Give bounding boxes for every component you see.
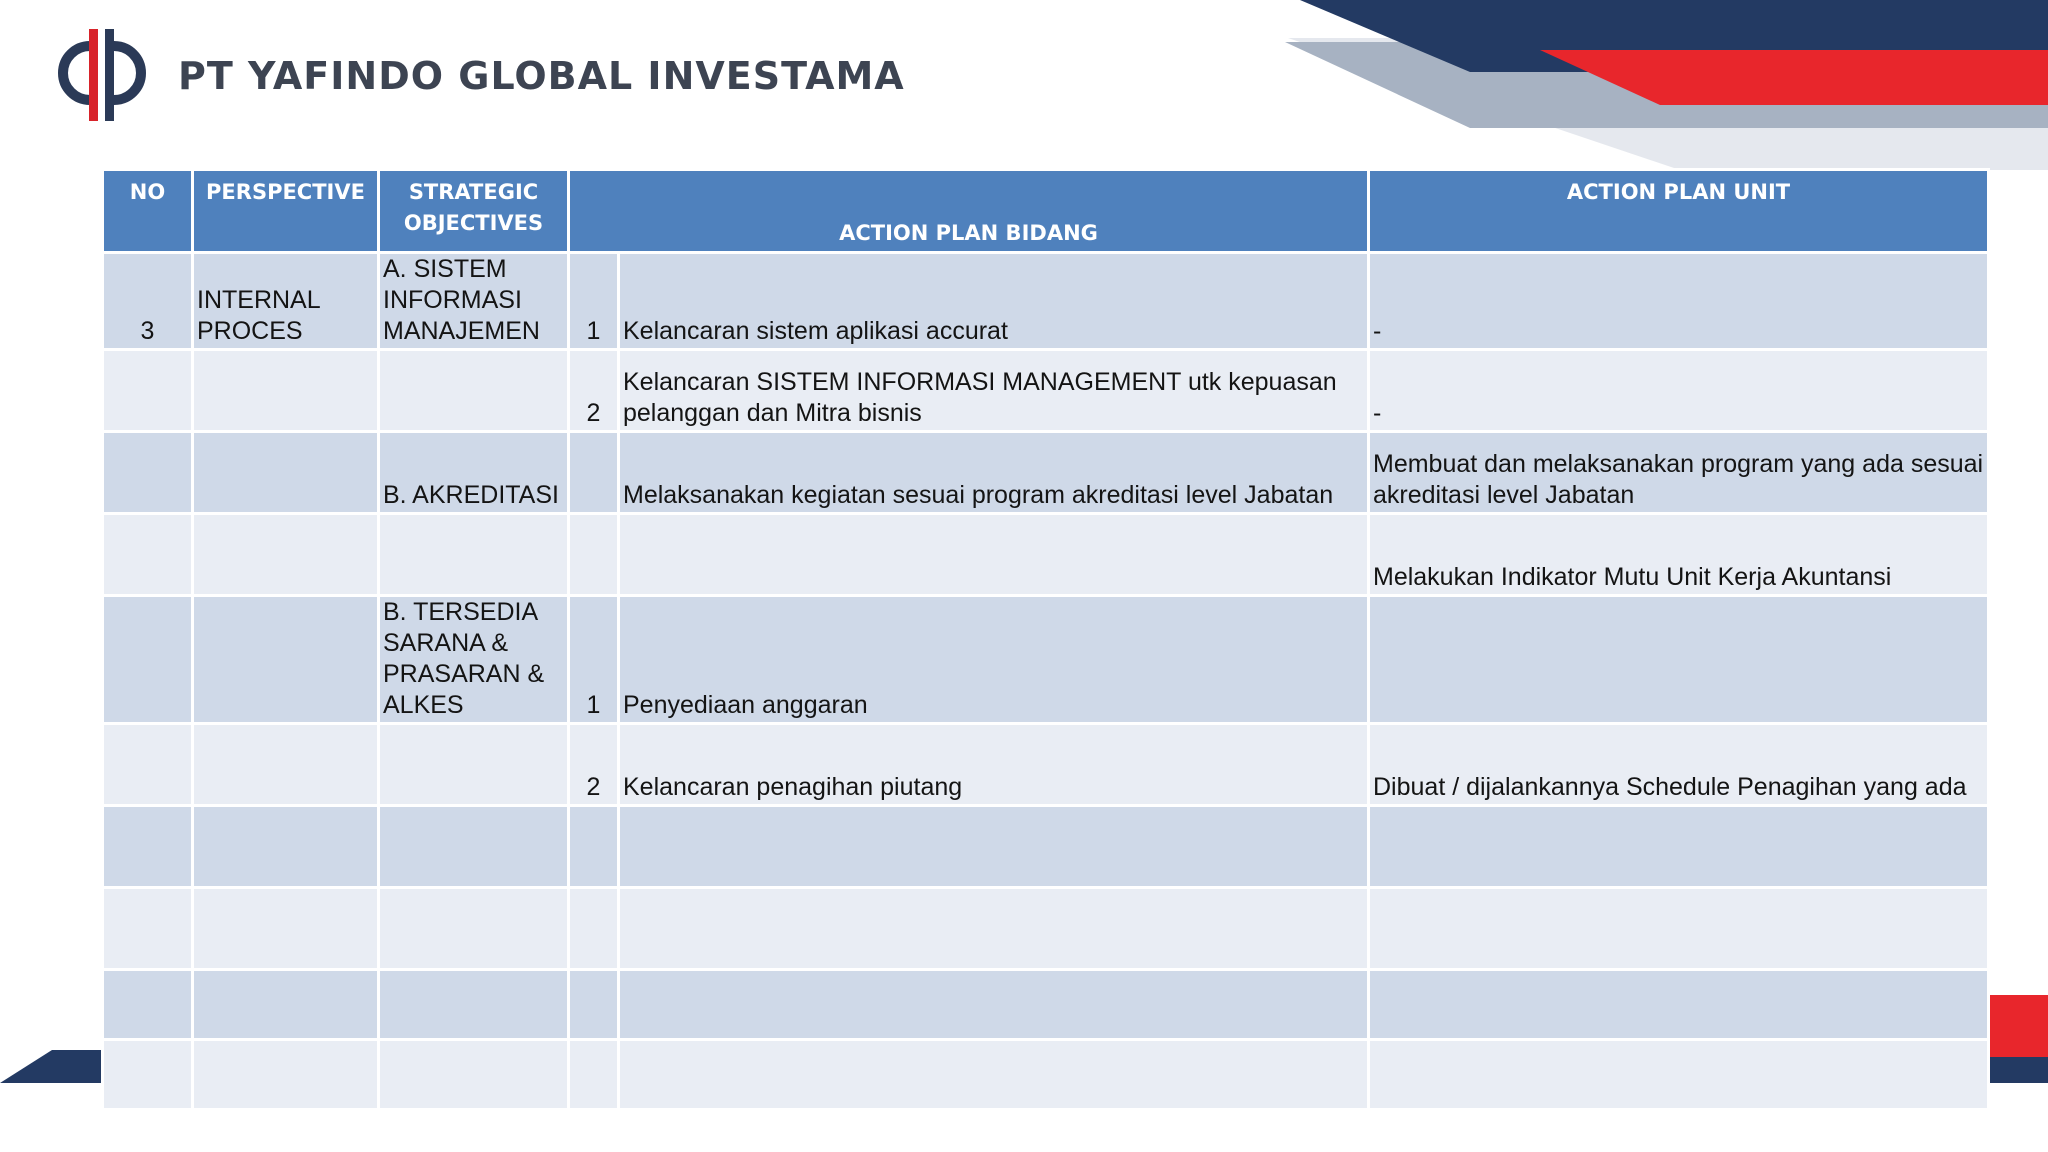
cell-no: 3: [103, 253, 193, 350]
table-row: [103, 596, 1989, 724]
cell-perspective: [193, 724, 379, 806]
cell-action-plan-bidang: Kelancaran sistem aplikasi accurat: [619, 253, 1369, 350]
cell-objective: A. SISTEM INFORMASI MANAJEMEN: [379, 253, 569, 350]
company-name: PT YAFINDO GLOBAL INVESTAMA: [178, 54, 905, 98]
table-row: [103, 724, 1989, 806]
header-action-plan-bidang: ACTION PLAN BIDANG: [569, 170, 1369, 253]
cell-number: 1: [569, 253, 619, 350]
cell-action-plan-unit: Melakukan Indikator Mutu Unit Kerja Akuntansi: [1369, 514, 1989, 596]
cell-perspective: [193, 970, 379, 1040]
cell-number: 2: [569, 350, 619, 432]
cell-action-plan-bidang: Kelancaran penagihan piutang: [619, 724, 1369, 806]
table-body: [103, 253, 1989, 1110]
top-right-banner: [1285, 0, 2048, 170]
cell-no: [103, 724, 193, 806]
cell-objective: [379, 1040, 569, 1110]
cell-number: [569, 1040, 619, 1110]
header-no: NO: [103, 170, 193, 253]
cell-number: 1: [569, 596, 619, 724]
cell-action-plan-unit: [1369, 1040, 1989, 1110]
table-row: [103, 432, 1989, 514]
cell-perspective: [193, 350, 379, 432]
cell-perspective: [193, 806, 379, 888]
cell-action-plan-bidang: [619, 970, 1369, 1040]
cell-action-plan-unit: -: [1369, 253, 1989, 350]
cell-objective: [379, 350, 569, 432]
cell-action-plan-bidang: Melaksanakan kegiatan sesuai program akreditasi level Jabatan: [619, 432, 1369, 514]
cell-action-plan-bidang: [619, 1040, 1369, 1110]
cell-number: [569, 432, 619, 514]
cell-perspective: [193, 1040, 379, 1110]
cell-no: [103, 888, 193, 970]
cell-perspective: [193, 888, 379, 970]
cell-action-plan-unit: [1369, 806, 1989, 888]
table-row: [103, 514, 1989, 596]
cell-action-plan-unit: Membuat dan melaksanakan program yang ada sesuai akreditasi level Jabatan: [1369, 432, 1989, 514]
cell-no: [103, 1040, 193, 1110]
cell-no: [103, 970, 193, 1040]
cell-action-plan-unit: [1369, 596, 1989, 724]
cell-no: [103, 514, 193, 596]
cell-number: [569, 970, 619, 1040]
cell-perspective: [193, 596, 379, 724]
cell-action-plan-unit: Dibuat / dijalankannya Schedule Penagihan yang ada: [1369, 724, 1989, 806]
cell-perspective: [193, 432, 379, 514]
cell-perspective: [193, 514, 379, 596]
cell-action-plan-bidang: Kelancaran SISTEM INFORMASI MANAGEMENT utk kepuasan pelanggan dan Mitra bisnis: [619, 350, 1369, 432]
cell-action-plan-bidang: [619, 514, 1369, 596]
cell-objective: [379, 724, 569, 806]
table-row: [103, 253, 1989, 350]
cell-objective: [379, 806, 569, 888]
cell-action-plan-unit: [1369, 970, 1989, 1040]
cell-perspective: INTERNAL PROCES: [193, 253, 379, 350]
cell-action-plan-unit: -: [1369, 350, 1989, 432]
table-header-row: [103, 170, 1989, 253]
cell-objective: [379, 514, 569, 596]
header-strategic-objectives: STRATEGIC OBJECTIVES: [379, 170, 569, 253]
table-row: [103, 888, 1989, 970]
cell-objective: B. AKREDITASI: [379, 432, 569, 514]
header-action-plan-unit: ACTION PLAN UNIT: [1369, 170, 1989, 253]
company-logo-icon: [48, 24, 158, 124]
cell-objective: [379, 888, 569, 970]
cell-objective: [379, 970, 569, 1040]
table-row: [103, 806, 1989, 888]
cell-number: 2: [569, 724, 619, 806]
cell-no: [103, 806, 193, 888]
cell-action-plan-bidang: [619, 888, 1369, 970]
table-row: [103, 350, 1989, 432]
table-row: [103, 1040, 1989, 1110]
cell-objective: B. TERSEDIA SARANA & PRASARAN & ALKES: [379, 596, 569, 724]
cell-action-plan-bidang: [619, 806, 1369, 888]
cell-number: [569, 514, 619, 596]
table-row: [103, 970, 1989, 1040]
action-plan-table: [101, 168, 1990, 1111]
cell-no: [103, 432, 193, 514]
cell-no: [103, 350, 193, 432]
header-perspective: PERSPECTIVE: [193, 170, 379, 253]
cell-action-plan-unit: [1369, 888, 1989, 970]
cell-number: [569, 806, 619, 888]
cell-action-plan-bidang: Penyediaan anggaran: [619, 596, 1369, 724]
cell-no: [103, 596, 193, 724]
cell-number: [569, 888, 619, 970]
